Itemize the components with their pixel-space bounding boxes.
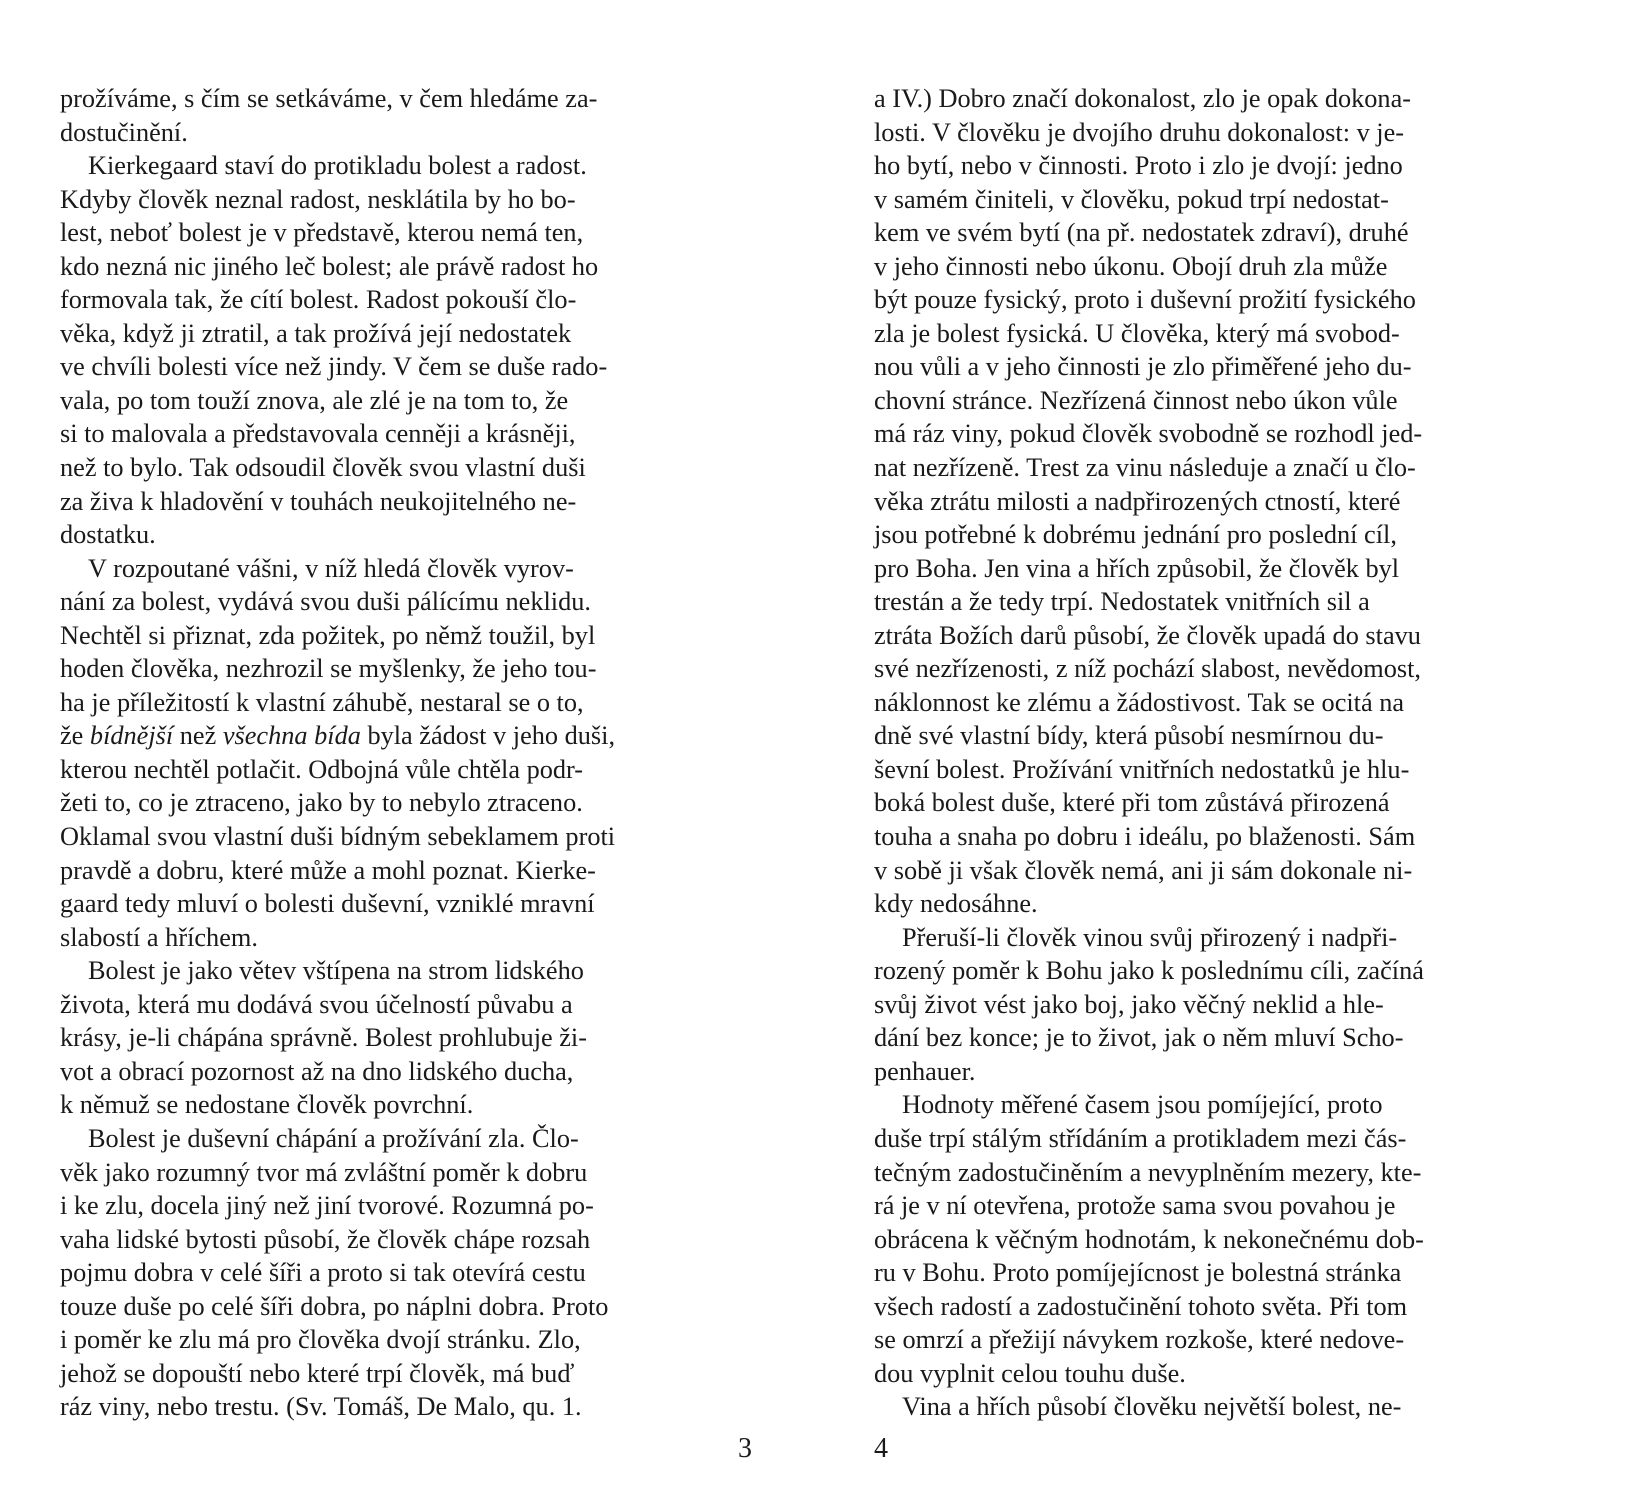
left-page: [60, 82, 760, 1424]
text-line: i poměr ke zlu má pro člověka dvojí stránku. Zlo,: [60, 1325, 581, 1355]
text-line: slabostí a hříchem.: [60, 922, 258, 952]
italic-line: [60, 719, 760, 753]
paragraph: [874, 1390, 1574, 1424]
text-line: losti. V člověku je dvojího druhu dokonalost: v je-: [874, 117, 1405, 147]
text-line: v samém činiteli, v člověku, pokud trpí nedostat-: [874, 184, 1389, 214]
text-line: rozený poměr k Bohu jako k poslednímu cíli, začíná: [874, 956, 1424, 986]
text-line: ráz viny, nebo trestu. (Sv. Tomáš, De Malo, qu. 1.: [60, 1392, 582, 1422]
text-line: ho bytí, nebo v činnosti. Proto i zlo je dvojí: jedno: [874, 151, 1403, 181]
paragraph: [60, 82, 760, 149]
text-line: života, která mu dodává svou účelností půvabu a: [60, 989, 573, 1019]
text-line: žeti to, co je ztraceno, jako by to nebylo ztraceno.: [60, 788, 583, 818]
text-line: kterou nechtěl potlačit. Odbojná vůle chtěla podr-: [60, 754, 584, 784]
text-line: boká bolest duše, které při tom zůstává přirozená: [874, 788, 1390, 818]
text-line: ztráta Božích darů působí, že člověk upadá do stavu: [874, 620, 1421, 650]
text-line: Nechtěl si přiznat, zda požitek, po němž toužil, byl: [60, 620, 596, 650]
text-line: se omrzí a přežijí návykem rozkoše, které nedove-: [874, 1325, 1405, 1355]
text-line: v sobě ji však člověk nemá, ani ji sám dokonale ni-: [874, 855, 1413, 885]
text-line: pojmu dobra v celé šíři a proto si tak otevírá cestu: [60, 1258, 586, 1288]
text-line: než to bylo. Tak odsoudil člověk svou vlastní duši: [60, 453, 586, 483]
text-line: Vina a hřích působí člověku největší bolest, ne-: [902, 1392, 1402, 1422]
text-line: dostučinění.: [60, 117, 188, 147]
text-line: dou vyplnit celou touhu duše.: [874, 1358, 1186, 1388]
paragraph: [60, 149, 760, 552]
text-line: náklonnost ke zlému a žádostivost. Tak se ocitá na: [874, 687, 1405, 717]
text-line: vaha lidské bytosti působí, že člověk chápe rozsah: [60, 1224, 591, 1254]
text-line: pro Boha. Jen vina a hřích způsobil, že člověk byl: [874, 553, 1400, 583]
text-line: trestán a že tedy trpí. Nedostatek vnitřních sil a: [874, 587, 1370, 617]
text-line: Přeruší-li člověk vinou svůj přirozený i nadpři-: [902, 922, 1398, 952]
text-line: vot a obrací pozornost až na dno lidského ducha,: [60, 1056, 574, 1086]
text-line: nání za bolest, vydává svou duši pálícímu neklidu.: [60, 587, 591, 617]
text-run: než: [173, 721, 223, 751]
paragraph: [874, 82, 1574, 921]
paragraph: [874, 1088, 1574, 1390]
text-line: a IV.) Dobro značí dokonalost, zlo je opak dokona-: [874, 84, 1411, 113]
text-line: rá je v ní otevřena, protože sama svou povahou je: [874, 1191, 1396, 1221]
text-line: věka ztrátu milosti a nadpřirozených ctností, které: [874, 486, 1401, 516]
text-line: ševní bolest. Prožívání vnitřních nedostatků je hlu-: [874, 754, 1410, 784]
text-line: duše trpí stálým střídáním a protikladem mezi čás-: [874, 1123, 1407, 1153]
paragraph: [60, 954, 760, 1122]
text-line: svůj život vést jako boj, jako věčný neklid a hle-: [874, 989, 1384, 1019]
text-line: V rozpoutané vášni, v níž hledá člověk vyrov-: [88, 553, 574, 583]
text-line: k němuž se nedostane člověk povrchní.: [60, 1090, 474, 1120]
text-line: za živa k hladovění v touhách neukojitelného ne-: [60, 486, 577, 516]
text-line: krásy, je-li chápána správně. Bolest prohlubuje ži-: [60, 1023, 587, 1053]
text-line: kdy nedosáhne.: [874, 889, 1038, 919]
text-line: gaard tedy mluví o bolesti duševní, vzniklé mravní: [60, 889, 595, 919]
text-line: obrácena k věčným hodnotám, k nekonečnému dob-: [874, 1224, 1424, 1254]
text-line: chovní stránce. Nezřízená činnost nebo úkon vůle: [874, 385, 1398, 415]
paragraph: [60, 552, 760, 955]
page-number-right: 4: [874, 1433, 888, 1464]
text-line: touze duše po celé šíři dobra, po náplni dobra. Proto: [60, 1291, 609, 1321]
text-line: dostatku.: [60, 520, 156, 550]
text-line: Bolest je jako větev vštípena na strom lidského: [88, 956, 584, 986]
text-line: tečným zadostučiněním a nevyplněním mezery, kte-: [874, 1157, 1422, 1187]
text-line: jehož se dopouští nebo které trpí člověk, má buď: [60, 1358, 575, 1388]
text-line: hoden člověka, nezhrozil se myšlenky, že jeho tou-: [60, 654, 597, 684]
text-line: pravdě a dobru, které může a mohl poznat. Kierke-: [60, 855, 596, 885]
text-line: v jeho činnosti nebo úkonu. Obojí druh zla může: [874, 251, 1388, 281]
text-line: prožíváme, s čím se setkáváme, v čem hledáme za-: [60, 84, 598, 113]
text-line: být pouze fysický, proto i duševní prožití fysického: [874, 285, 1416, 315]
text-line: nat nezřízeně. Trest za vinu následuje a značí u člo-: [874, 453, 1416, 483]
text-line: zla je bolest fysická. U člověka, který má svobod-: [874, 318, 1400, 348]
text-line: vala, po tom touží znova, ale zlé je na tom to, že: [60, 385, 569, 415]
text-line: dně své vlastní bídy, která působí nesmírnou du-: [874, 721, 1384, 751]
text-line: své nezřízenosti, z níž pochází slabost, nevědomost,: [874, 654, 1421, 684]
paragraph: [60, 1122, 760, 1424]
text-run: že: [60, 721, 90, 751]
text-line: si to malovala a představovala cenněji a krásněji,: [60, 419, 576, 449]
text-line: ve chvíli bolesti více než jindy. V čem se duše rado-: [60, 352, 608, 382]
text-line: Kierkegaard staví do protikladu bolest a radost.: [88, 151, 587, 181]
page-number-left: 3: [738, 1433, 752, 1464]
text-line: penhauer.: [874, 1056, 976, 1086]
text-line: kem ve svém bytí (na př. nedostatek zdraví), druhé: [874, 218, 1409, 248]
text-line: Hodnoty měřené časem jsou pomíjející, proto: [902, 1090, 1383, 1120]
paragraph: [874, 921, 1574, 1089]
text-line: kdo nezná nic jiného leč bolest; ale právě radost ho: [60, 251, 599, 281]
text-line: věka, když ji ztratil, a tak prožívá její nedostatek: [60, 318, 572, 348]
text-line: jsou potřebné k dobrému jednání pro poslední cíl,: [874, 520, 1397, 550]
emphasis: bídnější: [89, 721, 174, 751]
text-line: Oklamal svou vlastní duši bídným sebeklamem proti: [60, 822, 616, 852]
text-line: všech radostí a zadostučinění tohoto světa. Při tom: [874, 1291, 1408, 1321]
text-line: věk jako rozumný tvor má zvláštní poměr k dobru: [60, 1157, 588, 1187]
text-line: nou vůli a v jeho činnosti je zlo přiměřené jeho du-: [874, 352, 1412, 382]
text-run: byla žádost v jeho duši,: [360, 721, 616, 751]
text-line: má ráz viny, pokud člověk svobodně se rozhodl jed-: [874, 419, 1423, 449]
right-page: [874, 82, 1574, 1424]
text-line: ha je příležitostí k vlastní záhubě, nestaral se o to,: [60, 687, 584, 717]
text-line: Bolest je duševní chápání a prožívání zla. Člo-: [88, 1123, 579, 1153]
text-line: dání bez konce; je to život, jak o něm mluví Scho-: [874, 1023, 1404, 1053]
text-line: ru v Bohu. Proto pomíjejícnost je bolestná stránka: [874, 1258, 1402, 1288]
text-line: touha a snaha po dobru i ideálu, po blaženosti. Sám: [874, 822, 1416, 852]
text-line: lest, neboť bolest je v představě, kterou nemá ten,: [60, 218, 584, 248]
text-line: formovala tak, že cítí bolest. Radost pokouší člo-: [60, 285, 577, 315]
text-line: i ke zlu, docela jiný než jiní tvorové. Rozumná po-: [60, 1191, 594, 1221]
text-line: Kdyby člověk neznal radost, nesklátila by ho bo-: [60, 184, 576, 214]
emphasis: všechna bída: [222, 721, 361, 751]
